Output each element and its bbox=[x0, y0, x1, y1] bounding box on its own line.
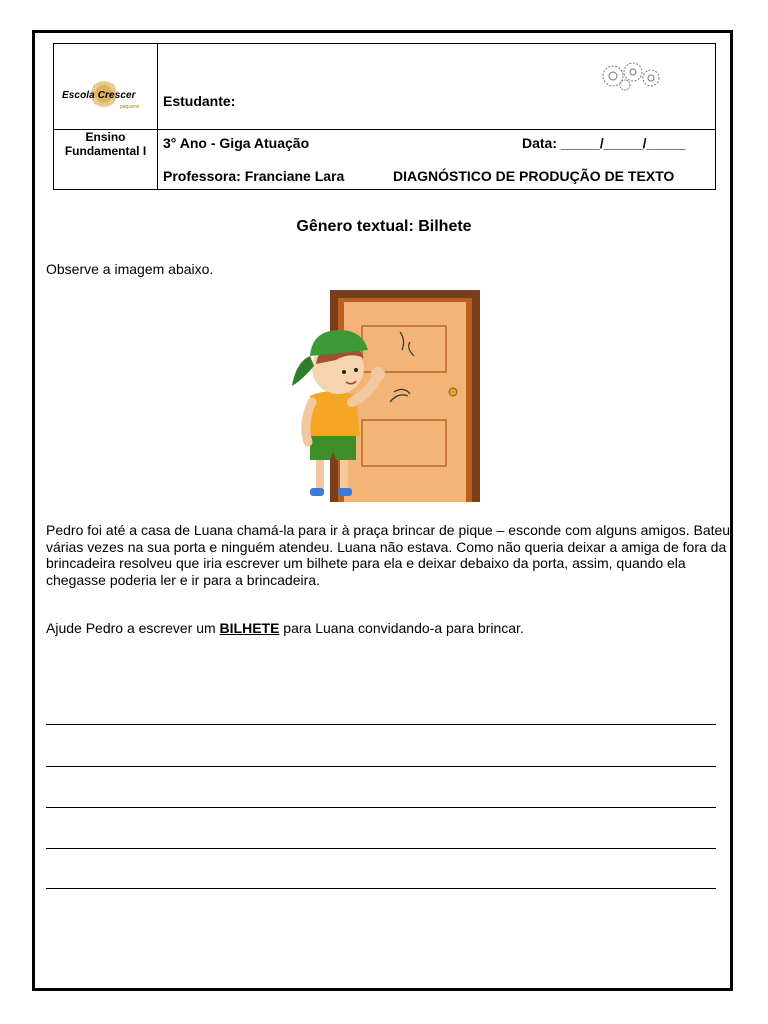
header-table bbox=[53, 43, 716, 190]
student-label: Estudante: bbox=[163, 93, 236, 109]
prompt-text-before: Ajude Pedro a escrever um bbox=[46, 620, 220, 636]
gears-icon bbox=[597, 58, 663, 94]
observe-instruction: Observe a imagem abaixo. bbox=[46, 261, 214, 277]
header-divider-vertical bbox=[157, 44, 158, 189]
story-paragraph: Pedro foi até a casa de Luana chamá-la para ir à praça brincar de pique – esconde com alguns amigos. Bateu várias vezes na sua porta e ninguém atendeu. Luana não estava. Como não queria deixar a amiga de fora da brincadeira resolveu que iria escrever um bilhete para ela e deixar debaixo da porta, assim, quando ela chegasse poderia ler e ir para a brincadeira. bbox=[46, 522, 731, 588]
writing-line[interactable] bbox=[46, 766, 716, 767]
writing-line[interactable] bbox=[46, 848, 716, 849]
logo-text: Escola Crescer bbox=[62, 90, 136, 101]
prompt-keyword: BILHETE bbox=[219, 620, 280, 636]
date-field: Data: _____/_____/_____ bbox=[522, 135, 686, 151]
writing-prompt bbox=[46, 620, 524, 636]
boy-knocking-door-illustration bbox=[282, 284, 488, 512]
logo-subtext: pequeno bbox=[120, 104, 140, 110]
teacher-label: Professora: Franciane Lara bbox=[163, 168, 345, 184]
assessment-title: DIAGNÓSTICO DE PRODUÇÃO DE TEXTO bbox=[393, 168, 675, 184]
level-label: Ensino Fundamental I bbox=[64, 130, 147, 158]
writing-line[interactable] bbox=[46, 807, 716, 808]
writing-line[interactable] bbox=[46, 724, 716, 725]
genre-title: Gênero textual: Bilhete bbox=[296, 218, 472, 235]
prompt-text-after: para Luana convidando-a para brincar. bbox=[279, 620, 524, 636]
grade-label: 3° Ano - Giga Atuação bbox=[163, 135, 310, 151]
writing-line[interactable] bbox=[46, 888, 716, 889]
school-logo-icon bbox=[60, 80, 152, 112]
